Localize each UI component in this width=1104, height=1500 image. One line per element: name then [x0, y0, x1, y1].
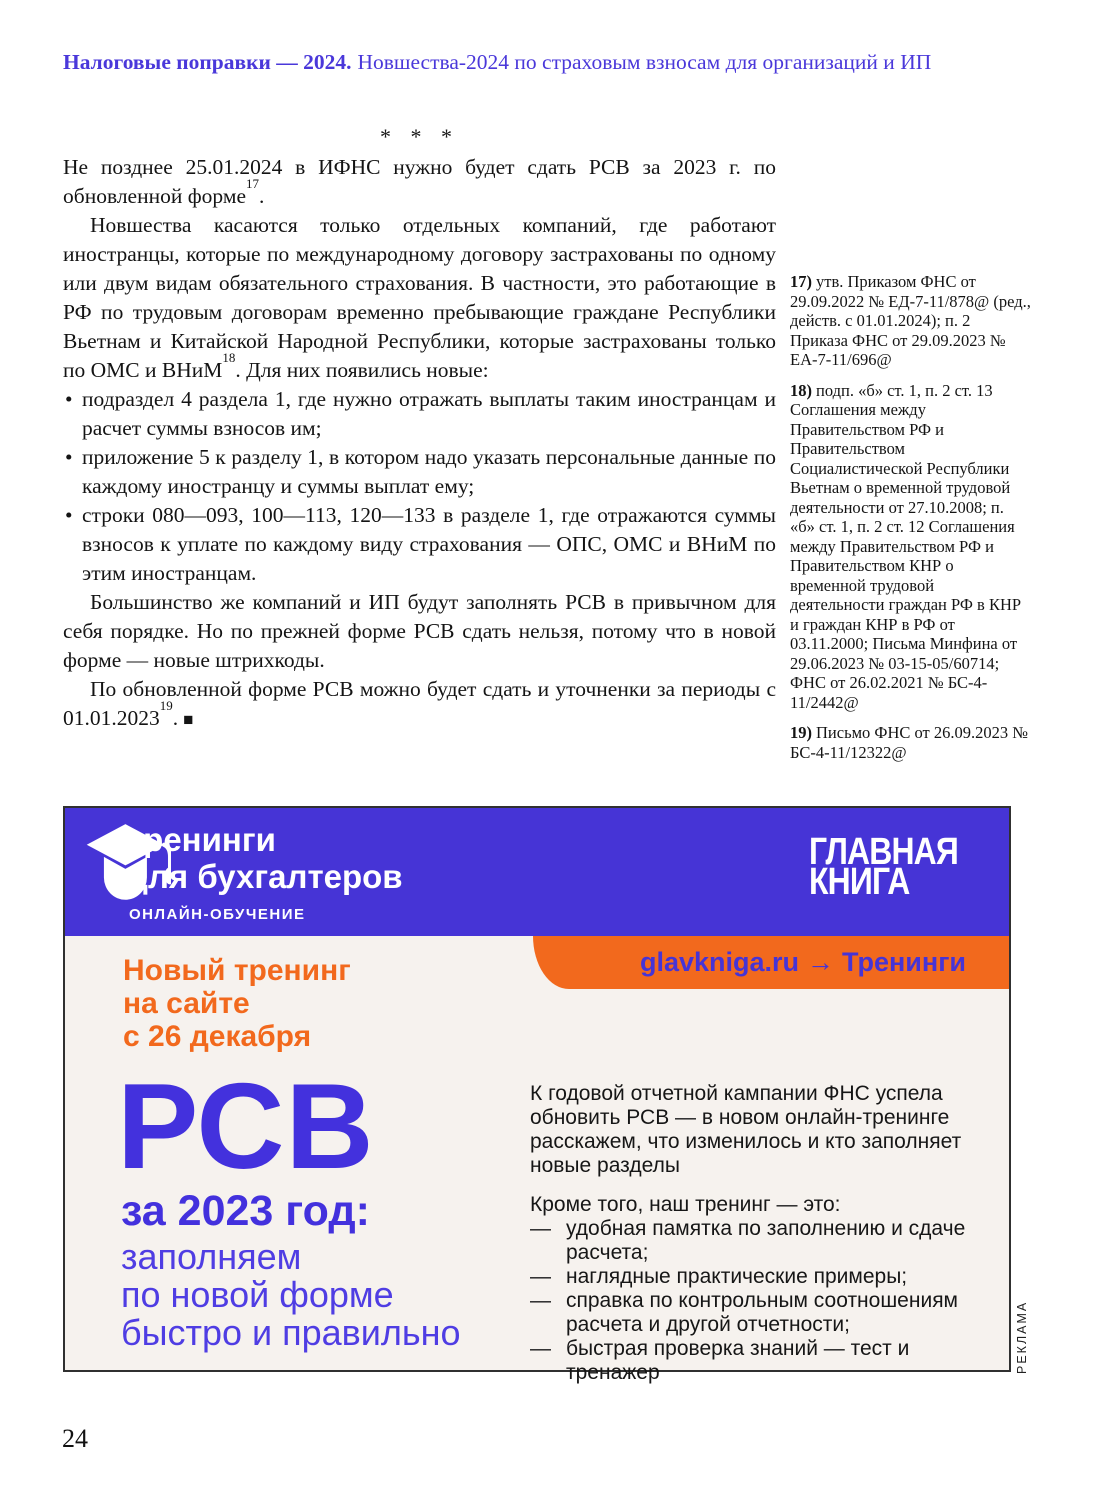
- footnote-ref-17: 17: [245, 175, 259, 191]
- ad-program-title-line1: тренинги: [127, 821, 276, 858]
- ad-banner-header: [65, 808, 1009, 936]
- footnotes-column: [790, 272, 1032, 773]
- footnote-text: утв. Приказом ФНС от 29.09.2022 № ЕД-7-11/878@ (ред., действ. с 01.01.2024); п. 2 Приказа ФНС от 29.09.2023 № ЕА-7-11/696@: [790, 272, 1031, 369]
- paragraph: Большинство же компаний и ИП будут заполнять РСВ в привычном для себя порядке. Но по прежней форме РСВ сдать нельзя, потому что в новой форме — новые штрихкоды.: [63, 590, 776, 672]
- feature-text: справка по контрольным соотношениям расчета и другой отчетности;: [566, 1289, 958, 1336]
- paragraph-text: . Для них появились новые:: [235, 358, 489, 382]
- brand-line2: КНИГА: [809, 861, 910, 903]
- list-item-text: строки 080—093, 100—113, 120—133 в разделе 1, где отражаются суммы взносов к уплате по каждому виду страхования — ОПС, ОМС и ВНиМ по этим иностранцам.: [82, 503, 776, 585]
- running-head-rubric: Налоговые поправки — 2024.: [63, 50, 352, 74]
- footnote-18: [790, 381, 1032, 713]
- section-divider: * * *: [380, 124, 459, 149]
- footnote-number: 18): [790, 380, 812, 400]
- promo-line1: Новый тренинг: [123, 954, 351, 987]
- ad-headline: РСВ: [117, 1058, 375, 1194]
- advertisement-label: РЕКЛАМА: [1015, 1300, 1029, 1374]
- ad-feature-list: [530, 1217, 982, 1385]
- feature-item: [530, 1265, 982, 1289]
- list-item: [63, 385, 776, 443]
- footnote-number: 19): [790, 723, 812, 742]
- paragraph-text: .: [258, 184, 265, 208]
- bullet-list: [63, 385, 776, 588]
- promo-announcement: [123, 954, 351, 1053]
- site-link-tab[interactable]: [533, 936, 1009, 989]
- brand-line1: ГЛАВНАЯ: [809, 831, 958, 873]
- promo-line2: на сайте: [123, 987, 250, 1020]
- feature-item: [530, 1337, 982, 1385]
- ad-tagline: [121, 1238, 461, 1352]
- footnote-19: [790, 723, 1032, 762]
- paragraph-text: По обновленной форме РСВ можно будет сдать и уточненки за периоды с 01.01.2023: [63, 677, 776, 730]
- ad-program-subtitle: ОНЛАЙН-ОБУЧЕНИЕ: [129, 906, 306, 923]
- feature-text: быстрая проверка знаний — тест и тренажер: [566, 1337, 910, 1384]
- paragraph: [63, 211, 776, 385]
- tagline-line2: по новой форме: [121, 1274, 394, 1315]
- ad-description-column: [530, 1082, 982, 1385]
- ad-list-intro: Кроме того, наш тренинг — это:: [530, 1193, 841, 1216]
- feature-item: [530, 1217, 982, 1265]
- tagline-line3: быстро и правильно: [121, 1312, 461, 1353]
- list-item: [63, 443, 776, 501]
- paragraph: [63, 153, 776, 211]
- paragraph-text: Новшества касаются только отдельных компаний, где работают иностранцы, которые по международному договору застрахованы по одному или двум видам обязательного страхования. В частности, это работающие в РФ по трудовым договорам временно пребывающие граждане Республики Вьетнам и Китайской Народной Республики, которые застрахованы только по ОМС и ВНиМ: [63, 213, 776, 382]
- ad-description: К годовой отчетной кампании ФНС успела обновить РСВ — в новом онлайн-тренинге расскажем, что изменилось и кто заполняет новые разделы: [530, 1082, 962, 1177]
- footnote-ref-19: 19: [159, 697, 173, 713]
- running-head-title: Новшества-2024 по страховым взносам для организаций и ИП: [357, 50, 932, 74]
- tagline-line1: заполняем: [121, 1236, 302, 1277]
- arrow-right-icon: →: [807, 947, 834, 977]
- ad-banner[interactable]: [63, 806, 1011, 1384]
- list-item-text: приложение 5 к разделу 1, в котором надо указать персональные данные по каждому иностранцу и суммы выплат ему;: [82, 445, 776, 498]
- footnote-number: 17): [790, 272, 812, 291]
- promo-line3: с 26 декабря: [123, 1020, 312, 1053]
- site-url[interactable]: glavkniga.ru: [639, 947, 799, 977]
- site-link[interactable]: [533, 936, 1009, 989]
- ad-headline-sub: за 2023 год:: [121, 1187, 370, 1235]
- footnote-text: Письмо ФНС от 26.09.2023 № БС-4-11/12322@: [790, 723, 1028, 762]
- article-end-marker: ■: [183, 710, 194, 729]
- footnote-17: [790, 272, 1032, 370]
- running-head: [63, 50, 931, 75]
- glavnaya-kniga-logo: [809, 831, 958, 903]
- feature-text: удобная памятка по заполнению и сдаче расчета;: [566, 1217, 966, 1264]
- paragraph: [63, 675, 776, 734]
- paragraph-text: Не позднее 25.01.2024 в ИФНС нужно будет сдать РСВ за 2023 г. по обновленной форме: [63, 155, 776, 208]
- article-body: [63, 153, 776, 734]
- list-item-text: подраздел 4 раздела 1, где нужно отражать выплаты таким иностранцам и расчет суммы взносов им;: [82, 387, 776, 440]
- feature-item: [530, 1289, 982, 1337]
- list-item: [63, 501, 776, 588]
- page-number: 24: [62, 1424, 88, 1453]
- footnote-ref-18: 18: [222, 349, 236, 365]
- feature-text: наглядные практические примеры;: [566, 1265, 908, 1288]
- ad-program-title-line2: для бухгалтеров: [127, 858, 403, 895]
- footnote-text: подп. «б» ст. 1, п. 2 ст. 13 Соглашения между Правительством РФ и Правительством Социалистической Республики Вьетнам о временной трудовой деятельности от 27.10.2008; п. «б» ст. 1, п. 2 ст. 12 Соглашения между Правительством РФ и Правительством КНР о временной трудовой деятельности граждан РФ в КНР и граждан КНР в РФ от 03.11.2000; Письма Минфина от 29.06.2023 № 03-15-05/60714; ФНС от 26.02.2021 № БС-4-11/2442@: [790, 380, 1022, 712]
- ad-program-title: [127, 821, 403, 895]
- site-section[interactable]: Тренинги: [842, 947, 967, 977]
- paragraph-text: .: [172, 706, 179, 730]
